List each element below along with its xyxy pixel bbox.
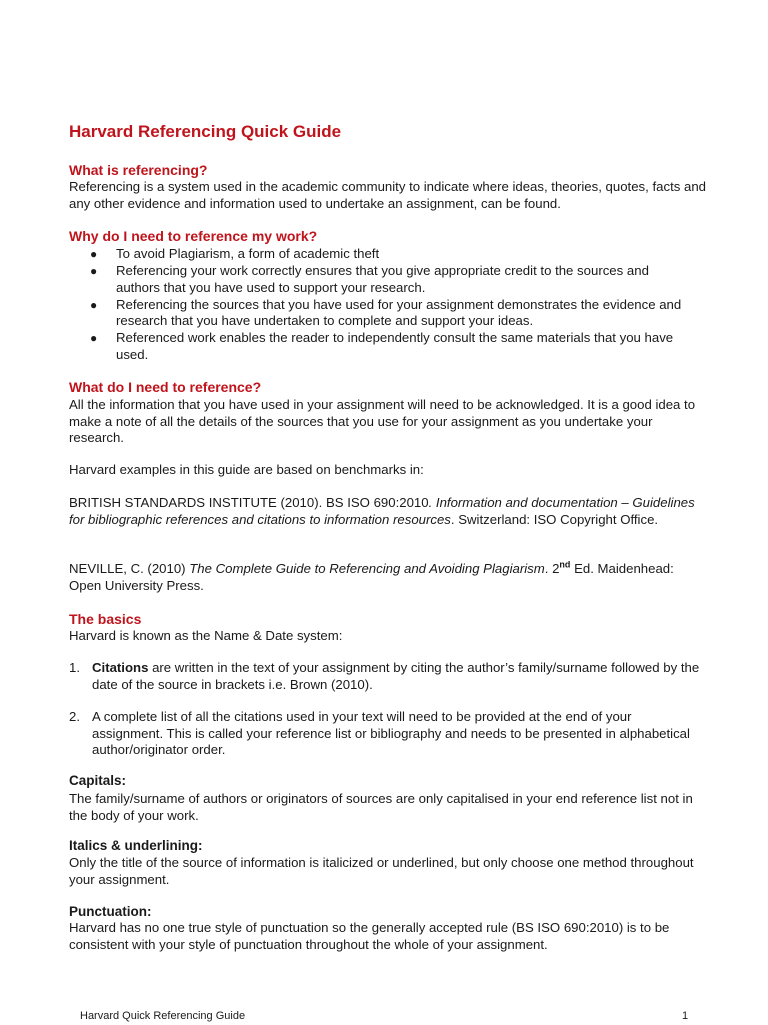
heading-capitals: Capitals: xyxy=(69,773,127,788)
list-item-text: To avoid Plagiarism, a form of academic theft xyxy=(116,246,380,261)
paragraph-capitals: The family/surname of authors or originators of sources are only capitalised in your end reference list not in the body of your work. xyxy=(69,791,693,823)
list-item-bold: Citations xyxy=(92,660,149,675)
bullet-icon: ● xyxy=(90,331,98,346)
heading-the-basics: The basics xyxy=(69,611,142,627)
reference-bsi xyxy=(69,495,709,528)
footer-title: Harvard Quick Referencing Guide xyxy=(80,1010,246,1022)
page-number: 1 xyxy=(682,1010,689,1022)
list-number: 2. xyxy=(69,709,80,724)
bullet-icon: ● xyxy=(90,264,98,279)
numbered-list-basics xyxy=(69,660,704,693)
list-item xyxy=(69,660,704,693)
bullet-icon: ● xyxy=(90,297,98,312)
reference-neville xyxy=(69,561,709,594)
reference-publisher: . Switzerland: ISO Copyright Office. xyxy=(450,511,659,527)
paragraph-what-is-referencing: Referencing is a system used in the academic community to indicate where ideas, theories, quotes, facts and any other evidence and information used to undertake an assignment, can be found. xyxy=(69,179,706,211)
paragraph-italics-underlining: Only the title of the source of information is italicized or underlined, but only choose one method throughout your assignment. xyxy=(69,855,694,887)
reference-publisher: Ed. Maidenhead: Open University Press. xyxy=(69,561,674,593)
list-item-text: Referenced work enables the reader to independently consult the same materials that you have used. xyxy=(116,330,674,363)
list-item xyxy=(69,709,704,759)
heading-what-is-referencing: What is referencing? xyxy=(69,162,208,178)
numbered-list-basics-2 xyxy=(69,709,704,759)
bullet-list-why xyxy=(69,246,689,364)
list-item-text: are written in the text of your assignment by citing the author’s family/surname followed by the date of the source in brackets i.e. Brown (2010). xyxy=(92,660,700,692)
list-item-text: Referencing your work correctly ensures that you give appropriate credit to the sources and authors that you have used to support your research. xyxy=(116,263,649,295)
heading-italics-underlining: Italics & underlining: xyxy=(69,838,203,853)
document-title: Harvard Referencing Quick Guide xyxy=(69,122,342,141)
reference-author: BRITISH STANDARDS INSTITUTE (2010). BS ISO 690:2010 xyxy=(69,495,429,510)
heading-what-to-reference: What do I need to reference? xyxy=(69,379,262,395)
list-item xyxy=(69,246,689,263)
paragraph-punctuation: Harvard has no one true style of punctuation so the generally accepted rule (BS ISO 690:2010) is to be consistent with your style of punctuation throughout the whole of your assignment. xyxy=(69,920,670,952)
reference-author: NEVILLE, C. (2010) xyxy=(69,561,190,576)
list-item xyxy=(69,330,689,363)
heading-punctuation: Punctuation: xyxy=(69,904,152,919)
reference-title: The Complete Guide to Referencing and Avoiding Plagiarism xyxy=(189,561,545,576)
bullet-icon: ● xyxy=(90,247,98,261)
list-item-text: Referencing the sources that you have used for your assignment demonstrates the evidence and research that you have undertaken to complete and support your ideas. xyxy=(116,296,682,329)
paragraph-basics-intro: Harvard is known as the Name & Date system: xyxy=(69,628,343,643)
list-number: 1. xyxy=(69,660,80,675)
heading-why-reference: Why do I need to reference my work? xyxy=(69,228,318,244)
reference-edition: . 2 xyxy=(544,561,560,576)
list-item xyxy=(69,263,689,296)
paragraph-what-to-reference: All the information that you have used in your assignment will need to be acknowledged. It is a good idea to make a note of all the details of the sources that you use for your assignment as you undertake your research. xyxy=(69,397,696,446)
reference-edition-sup: nd xyxy=(559,559,571,570)
list-item-text: A complete list of all the citations used in your text will need to be provided at the end of your assignment. This is called your reference list or bibliography and needs to be presented in alphabetical author/originator order. xyxy=(92,709,690,758)
paragraph-examples-intro: Harvard examples in this guide are based on benchmarks in: xyxy=(69,462,424,477)
reference-title: . Information and documentation – Guidelines for bibliographic references and citations to information resources xyxy=(69,495,695,527)
list-item xyxy=(69,297,689,330)
